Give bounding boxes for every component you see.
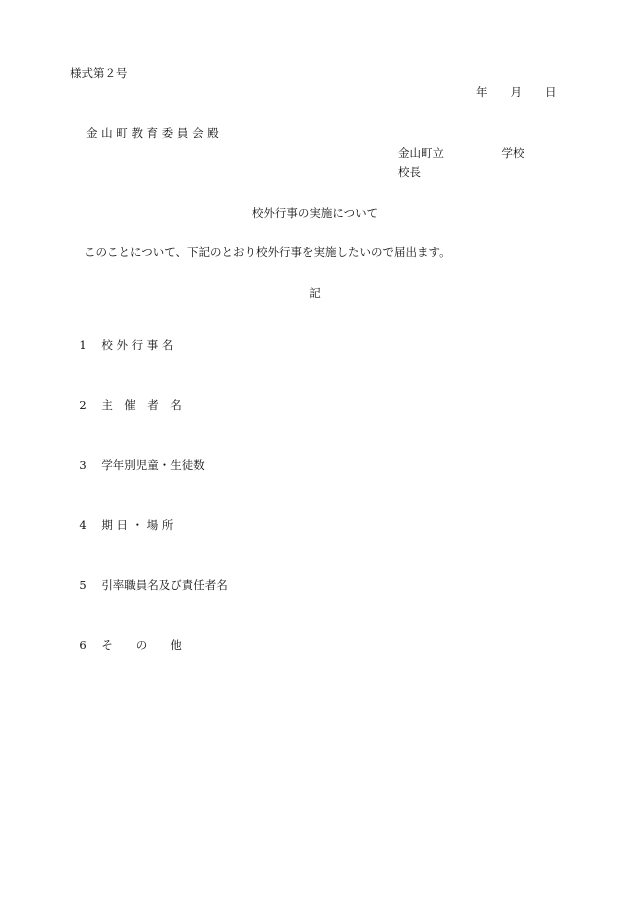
ki-heading: 記 bbox=[309, 286, 321, 300]
school-name-line: 金山町立 学校 bbox=[398, 146, 525, 160]
intro-text: このことについて、下記のとおり校外行事を実施したいので届出ます。 bbox=[84, 245, 451, 259]
list-item bbox=[72, 328, 173, 351]
item-label: 学年別児童・生徒数 bbox=[101, 457, 205, 472]
item-label: そ の 他 bbox=[101, 637, 182, 652]
item-number: 5 bbox=[79, 577, 87, 592]
list-item bbox=[72, 568, 228, 591]
form-number: 様式第２号 bbox=[70, 66, 128, 80]
item-label: 引率職員名及び責任者名 bbox=[101, 577, 228, 592]
list-item bbox=[72, 388, 182, 411]
item-number: 3 bbox=[79, 457, 87, 472]
list-item bbox=[72, 448, 205, 471]
date-line: 年 月 日 bbox=[476, 85, 557, 99]
item-number: 2 bbox=[79, 397, 87, 412]
item-label: 期 日 ・ 場 所 bbox=[101, 517, 174, 532]
addressee: 金 山 町 教 育 委 員 会 殿 bbox=[86, 126, 219, 140]
item-number: 1 bbox=[79, 337, 87, 352]
list-item bbox=[72, 628, 182, 651]
item-number: 6 bbox=[79, 637, 87, 652]
document-title: 校外行事の実施について bbox=[251, 206, 379, 220]
list-item bbox=[72, 508, 173, 531]
principal-label: 校長 bbox=[398, 165, 421, 179]
item-number: 4 bbox=[79, 517, 87, 532]
item-label: 主 催 者 名 bbox=[101, 397, 182, 412]
item-label: 校 外 行 事 名 bbox=[101, 337, 174, 352]
